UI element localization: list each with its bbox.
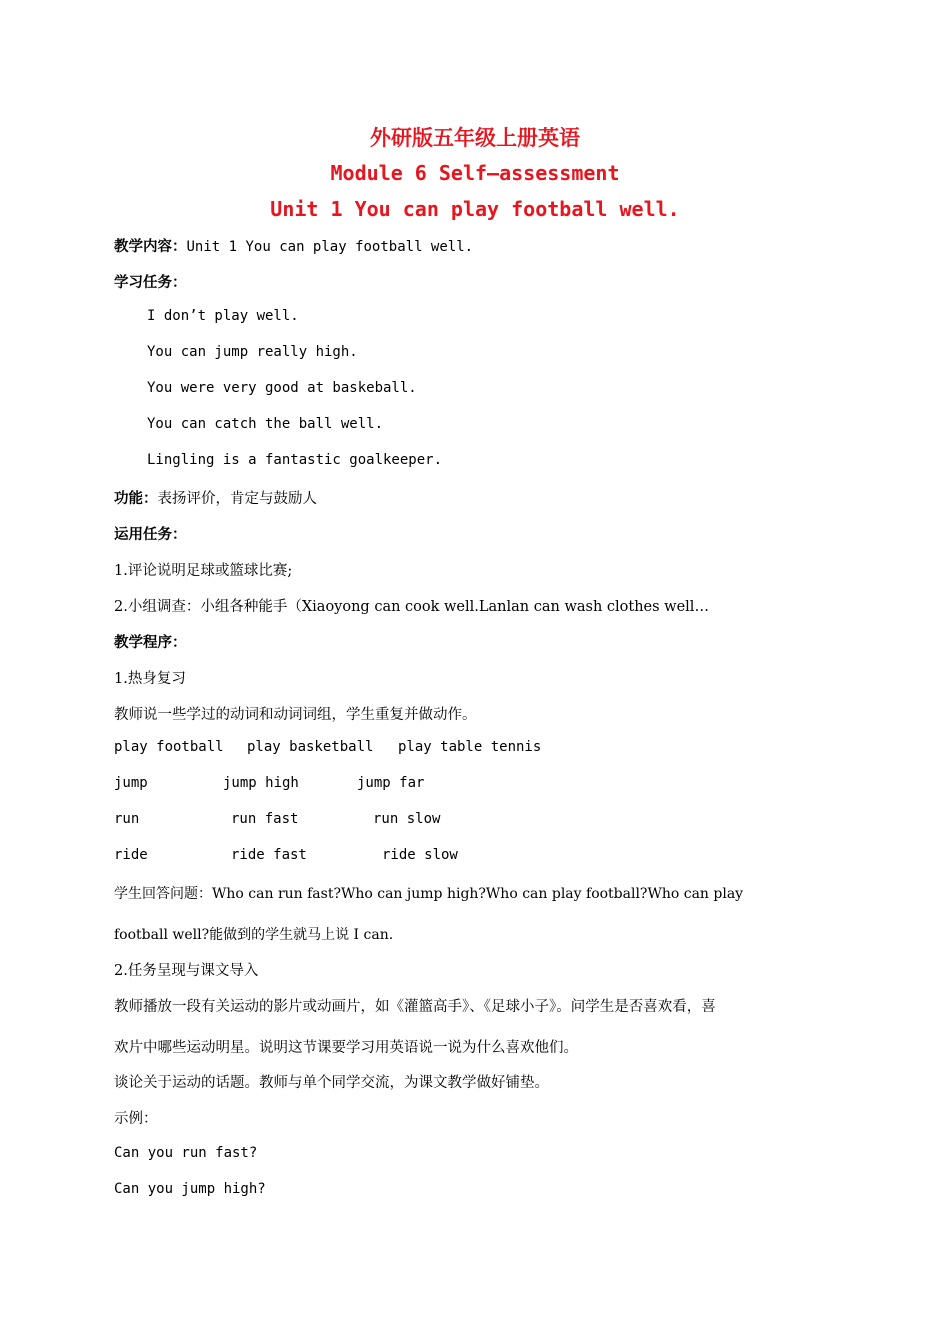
function-line	[114, 487, 317, 508]
document-title: 外研版五年级上册英语	[370, 125, 580, 150]
teaching-content-value: Unit 1 You can play football well.	[186, 239, 474, 255]
step1-heading: 1.热身复习	[114, 671, 186, 687]
phrase-cell: play table tennis	[398, 739, 542, 755]
task-item: Lingling is a fantastic goalkeeper.	[147, 452, 443, 468]
learning-tasks-label: 学习任务：	[114, 274, 187, 291]
procedure-label: 教学程序：	[114, 634, 187, 651]
phrase-cell: run fast	[231, 811, 299, 827]
apply-item: 1.评论说明足球或篮球比赛;	[114, 563, 293, 579]
step2-paragraph: 教师播放一段有关运动的影片或动画片，如《灌篮高手》、《足球小子》。问学生是否喜欢看，喜	[114, 999, 716, 1015]
function-value: 表扬评价，肯定与鼓励人	[157, 491, 317, 507]
module-title: Module 6 Self—assessment	[330, 161, 620, 185]
phrase-cell: ride fast	[231, 847, 307, 863]
phrase-cell: play basketball	[247, 739, 374, 755]
teaching-content-label: 教学内容：	[114, 238, 187, 255]
phrase-cell: run	[114, 811, 140, 827]
phrase-cell: play football	[114, 739, 224, 755]
task-item: You can catch the ball well.	[147, 416, 384, 432]
phrase-cell: ride slow	[382, 847, 458, 863]
phrase-cell: run slow	[373, 811, 441, 827]
example-label: 示例：	[114, 1111, 158, 1127]
question-line: football well?能做到的学生就马上说 I can.	[114, 927, 394, 943]
phrase-cell: jump high	[223, 775, 299, 791]
phrase-cell: ride	[114, 847, 148, 863]
task-item: You were very good at baskeball.	[147, 380, 417, 396]
step2-paragraph: 谈论关于运动的话题。教师与单个同学交流，为课文教学做好铺垫。	[114, 1075, 549, 1091]
task-item: You can jump really high.	[147, 344, 358, 360]
phrase-cell: jump far	[357, 775, 425, 791]
unit-title: Unit 1 You can play football well.	[270, 197, 680, 221]
step2-heading: 2.任务呈现与课文导入	[114, 963, 259, 979]
function-label: 功能：	[114, 490, 158, 507]
question-line: 学生回答问题：Who can run fast?Who can jump high?Who can play football?Who can play	[114, 886, 744, 902]
example-sentence: Can you jump high?	[114, 1181, 266, 1197]
teaching-content-line	[114, 235, 473, 256]
phrase-cell: jump	[114, 775, 148, 791]
task-item: I don’t play well.	[147, 308, 299, 324]
apply-item: 2.小组调查：小组各种能手（Xiaoyong can cook well.Lanlan can wash clothes well…	[114, 599, 709, 615]
step2-paragraph: 欢片中哪些运动明星。说明这节课要学习用英语说一说为什么喜欢他们。	[114, 1040, 578, 1056]
apply-tasks-label: 运用任务：	[114, 526, 187, 543]
example-sentence: Can you run fast?	[114, 1145, 258, 1161]
step1-description: 教师说一些学过的动词和动词词组，学生重复并做动作。	[114, 707, 477, 723]
